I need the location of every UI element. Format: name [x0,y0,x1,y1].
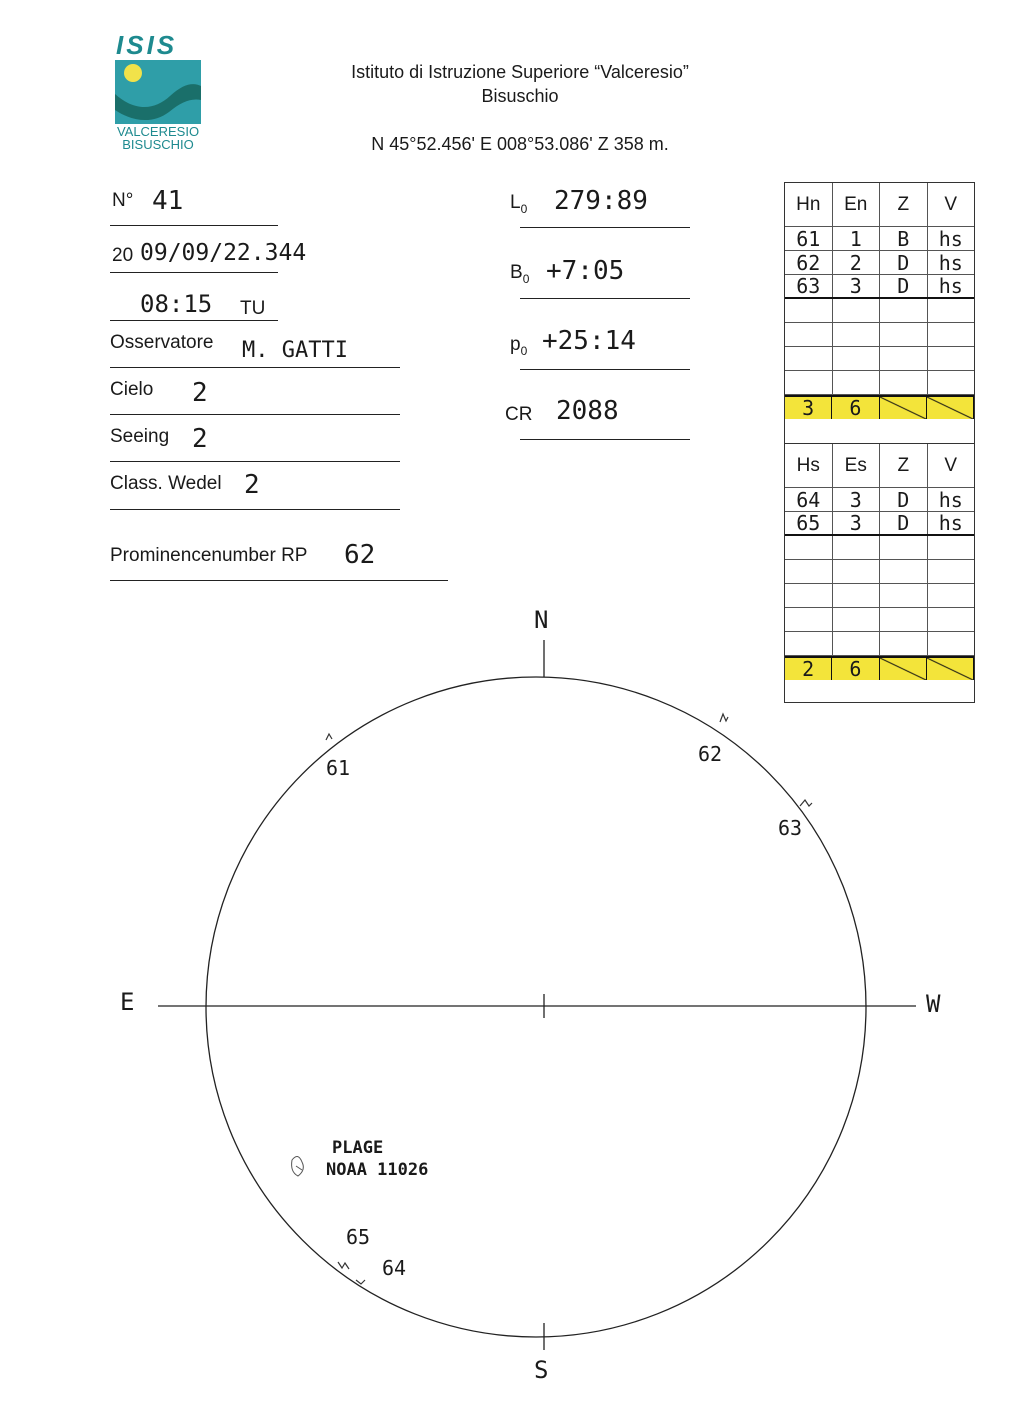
date-prefix: 20 [112,245,134,266]
number-value: 41 [152,186,184,216]
time-unit: TU [240,298,266,319]
compass-north: N [534,606,549,634]
date-value: 09/09/22.344 [140,240,307,266]
p0-label: $p_0$ [510,334,528,358]
rp-label: Prominencenumber RP [110,545,308,566]
north-totals-row: 3 6 [785,395,974,419]
site-coordinates: N 45°52.456' E 008°53.086' Z 358 m. [371,134,669,154]
seeing-label: Seeing [110,426,170,447]
sky-label: Cielo [110,379,154,400]
l0-value: 279:89 [554,186,648,216]
prominence-61-label: 61 [326,756,351,780]
observer-label: Osservatore [110,332,214,353]
prominence-65-mark [338,1262,349,1269]
wedel-value: 2 [244,470,260,500]
plage-noaa-region: NOAA 11026 [326,1160,429,1180]
sky-value: 2 [192,378,208,408]
logo-caption-line1: VALCERESIO [116,124,200,139]
seeing-value: 2 [192,424,208,454]
south-totals-row: 2 6 [785,656,974,680]
cr-label: CR [505,404,533,425]
wedel-label: Class. Wedel [110,473,222,494]
compass-east: E [120,988,135,1016]
table-row: 61 1 B hs [785,227,974,251]
table-header: Hn En Z V [785,183,974,227]
table-row: 62 2 D hs [785,251,974,275]
prominence-64-mark [356,1280,365,1284]
logo-wordmark: ISIS [116,30,178,60]
table-row: 63 3 D hs [785,275,974,299]
b0-value: +7:05 [546,256,625,286]
prominence-61-mark [326,734,332,740]
b0-label: $B_0$ [510,262,530,286]
table-row: 64 3 D hs [785,488,974,512]
cr-value: 2088 [556,396,619,426]
p0-value: +25:14 [542,326,636,356]
rp-value: 62 [344,540,376,570]
compass-south: S [534,1356,549,1384]
table-row: 65 3 D hs [785,512,974,536]
logo-caption-line2: BISUSCHIO [122,137,194,152]
prominence-65-label: 65 [346,1225,371,1249]
prominence-62-mark [720,714,728,722]
prominence-62-label: 62 [698,742,723,766]
time-value: 08:15 [140,290,213,318]
plage-sketch [292,1156,304,1176]
l0-label: $L_0$ [510,192,528,216]
institute-name: Istituto di Istruzione Superiore “Valceresio” [351,62,689,82]
compass-west: W [926,990,941,1018]
plage-label: PLAGE [332,1138,384,1158]
solar-limb [206,677,866,1337]
prominence-63-label: 63 [778,816,803,840]
number-label: N° [112,190,134,211]
table-header: Hs Es Z V [785,444,974,488]
observer-value: M. GATTI [242,338,348,363]
prominence-63-mark [800,800,812,806]
institute-town: Bisuschio [481,86,559,106]
prominence-64-label: 64 [382,1256,407,1280]
